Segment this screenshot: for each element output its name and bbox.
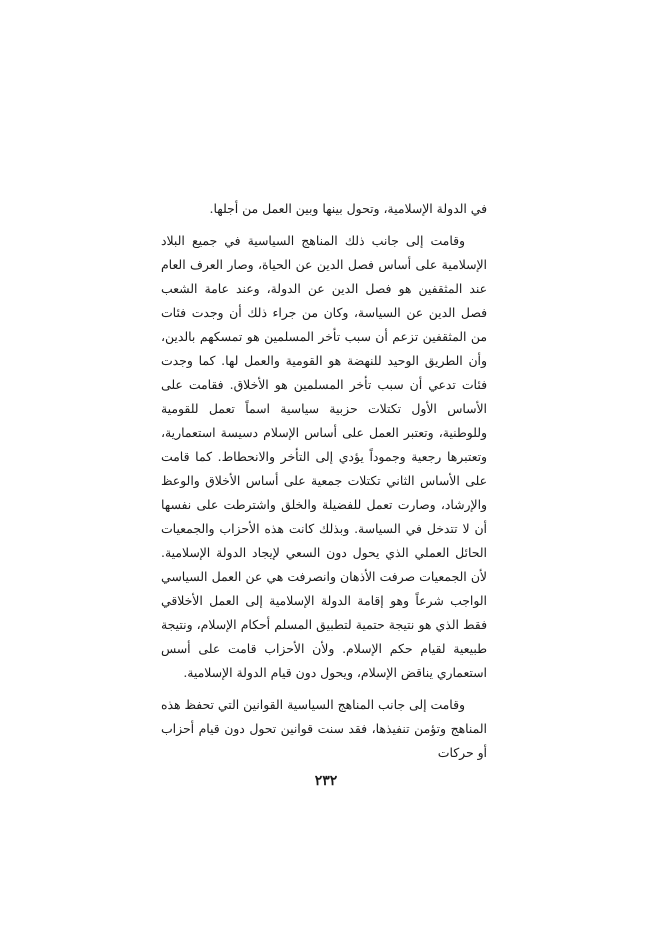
body-text (161, 197, 487, 765)
page-number: ٢٣٢ (314, 773, 338, 789)
paragraph-political-curricula: وقامت إلى جانب ذلك المناهج السياسية في جميع البلاد الإسلامية على أساس فصل الدين عن الحياة، وصار العرف العام عند المثقفين هو فصل الدين عن الدولة، وعند عامة الشعب فصل الدين عن السياسة، وكان من جراء ذلك أن وجدت فئات من المثقفين تزعم أن سبب تأخر المسلمين هو تمسكهم بالدين، وأن الطريق الوحيد للنهضة هو القومية والعمل لها. كما وجدت فئات تدعي أن سبب تأخر المسلمين هو الأخلاق. فقامت على الأساس الأول تكتلات حزبية سياسية اسماً تعمل للقومية وللوطنية، وتعتبر العمل على أساس الإسلام دسيسة استعمارية، وتعتبرها رجعية وجموداً يؤدي إلى التأخر والانحطاط. كما قامت على الأساس الثاني تكتلات جمعية على أساس الأخلاق والوعظ والإرشاد، وصارت تعمل للفضيلة والخلق واشترطت على نفسها أن لا تتدخل في السياسة. وبذلك كانت هذه الأحزاب والجمعيات الحائل العملي الذي يحول دون السعي لإيجاد الدولة الإسلامية. لأن الجمعيات صرفت الأذهان وانصرفت هي عن العمل السياسي الواجب شرعاً وهو إقامة الدولة الإسلامية إلى العمل الأخلاقي فقط الذي هو نتيجة حتمية لتطبيق المسلم أحكام الإسلام، ونتيجة طبيعية لقيام حكم الإسلام. ولأن الأحزاب قامت على أسس استعماري يناقض الإسلام، ويحول دون قيام الدولة الإسلامية. (161, 233, 487, 680)
paragraph-continuation: في الدولة الإسلامية، وتحول بينها وبين العمل من أجلها. (209, 201, 487, 216)
paragraph-laws: وقامت إلى جانب المناهج السياسية القوانين التي تحفظ هذه المناهج وتؤمن تنفيذها، فقد سنت قوانين تحول دون قيام أحزاب أو حركات (161, 697, 487, 760)
